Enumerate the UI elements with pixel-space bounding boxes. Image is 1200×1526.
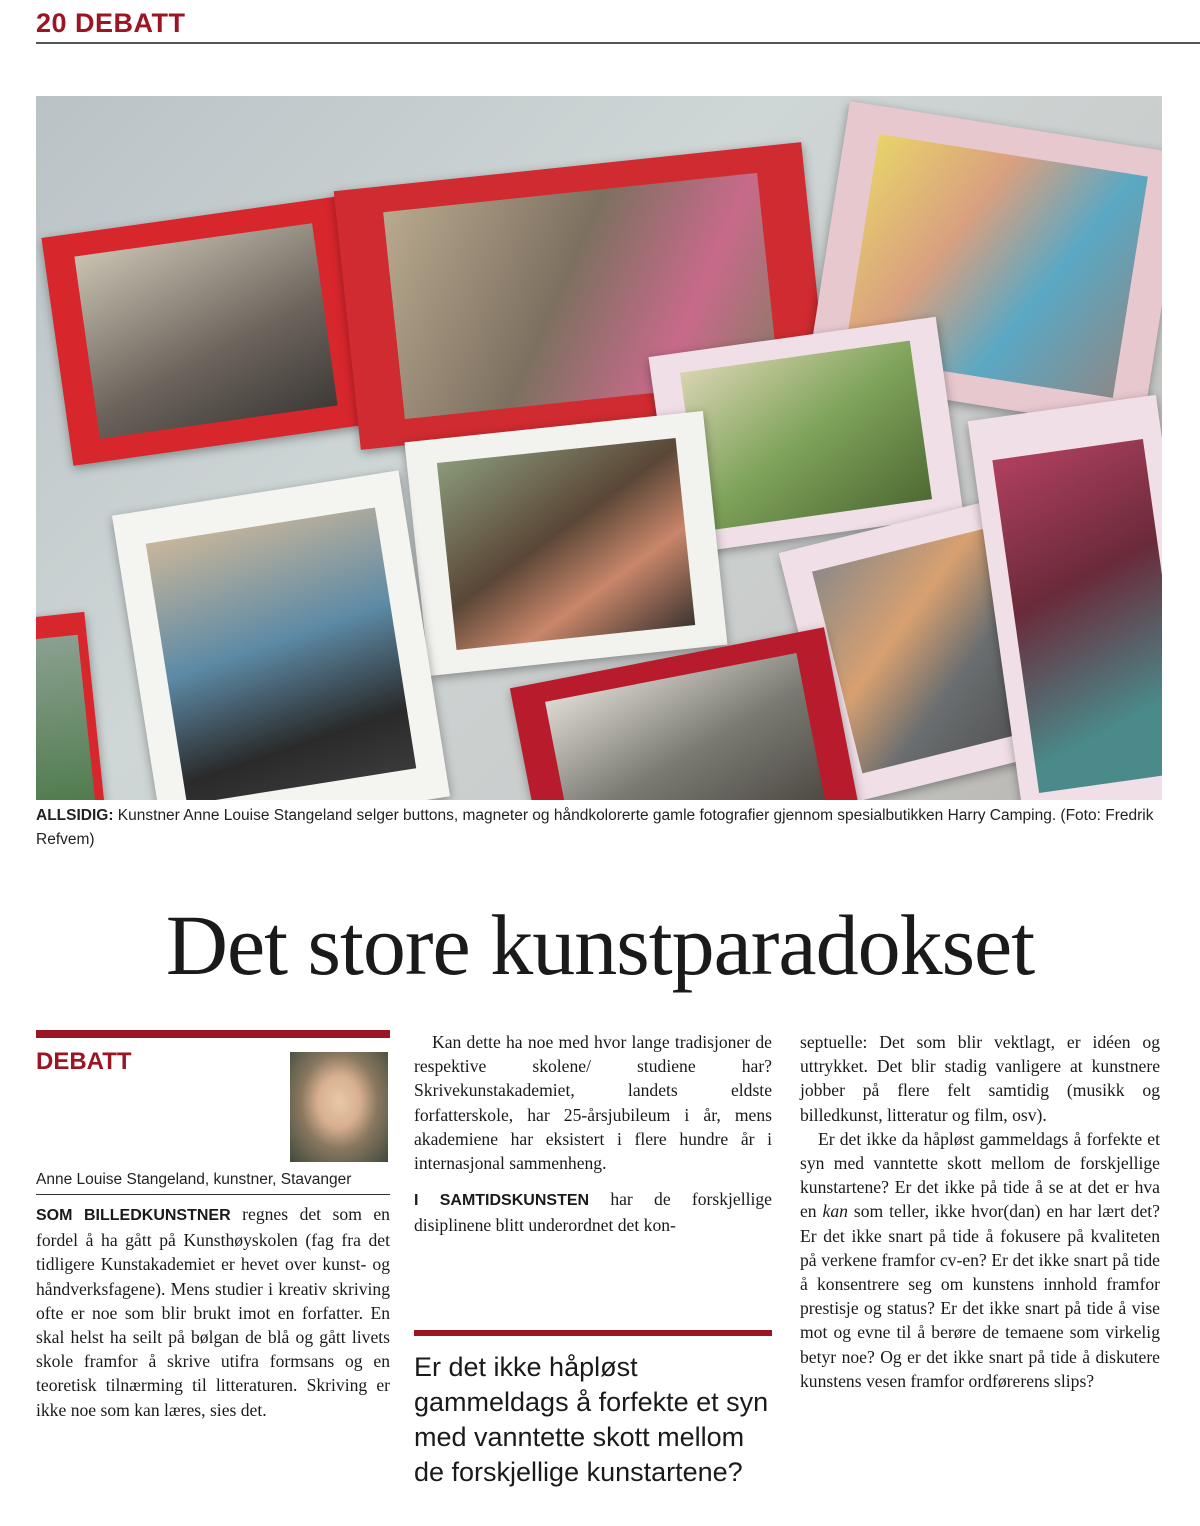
photo-card xyxy=(36,612,107,800)
paragraph: Kan dette ha noe med hvor lange tradisjoner de respektive skolene/ studiene har? Skrivekunstakademiet, landets eldste forfatterskole, har 25-årsjubileum i år, mens akademiene har eksistert i flere hundre år i internasjonal sammenheng. xyxy=(414,1032,772,1174)
byline-divider xyxy=(36,1194,390,1195)
emphasis: kan xyxy=(822,1201,848,1222)
page-header xyxy=(36,8,1200,44)
paragraph-text: Er det ikke da håpløst gammeldags å forfekte et syn med vanntette skott mellom de forskjellige kunstartene? Er det ikke på tide å se at det er hva en xyxy=(800,1128,1160,1222)
paragraph xyxy=(800,1127,1160,1393)
section-label: DEBATT xyxy=(36,1048,132,1075)
column-1 xyxy=(36,1030,390,1420)
page-number-section: 20 DEBATT xyxy=(36,8,186,38)
pull-quote-rule xyxy=(414,1330,772,1336)
paragraph-text: har de forskjellige disiplinene blitt underordnet det kon- xyxy=(414,1189,772,1236)
pull-quote-box xyxy=(414,1330,772,1490)
caption-text: Kunstner Anne Louise Stangeland selger buttons, magneter og håndkolorerte gamle fotografier gjennom spesialbutikken Harry Camping. (Foto: Fredrik Refvem) xyxy=(36,807,1154,848)
column-2-body xyxy=(414,1030,772,1238)
article-photo xyxy=(36,96,1162,800)
subhead: I SAMTIDSKUNSTEN xyxy=(414,1192,590,1210)
paragraph-text: regnes det som en fordel å ha gått på Kunsthøyskolen (fag fra det tidligere Kunstakademiet er hevet over kunst- og håndverksfagene). Mens studier i kreativ skriving ofte er noe som blir brukt imot en forfatter. En skal helst ha seilt på bølgan de blå og gått livets skole framfor å skrive utifra formsans og en teoretisk tilnærming til litteraturen. Skriving er ikke noe som kan læres, sies det. xyxy=(36,1204,390,1420)
column-1-body xyxy=(36,1202,390,1422)
caption-label: ALLSIDIG: xyxy=(36,807,114,824)
article-headline: Det store kunstparadokset xyxy=(165,897,1035,993)
paragraph-text: som teller, ikke hvor(dan) en har lært det? Er det ikke snart på tide å fokusere på kvaliteten på verkene framfor cv-en? Er det ikke snart på tide å konsentrere seg om kunstens innhold framfor prestisje og status? Er det ikke snart på tide å vise mot og evne til å berøre de temaene som virkelig betyr noe? Og er det ikke snart på tide å diskutere kunstens vesen framfor ordførerens slips? xyxy=(800,1201,1160,1391)
photo-card xyxy=(405,411,728,676)
author-byline: Anne Louise Stangeland, kunstner, Stavanger xyxy=(36,1171,352,1188)
pull-quote: Er det ikke håpløst gammeldags å forfekte et syn med vanntette skott mellom de forskjellige kunstartene? xyxy=(414,1352,769,1487)
paragraph xyxy=(36,1202,390,1422)
paragraph xyxy=(414,1187,772,1237)
section-rule xyxy=(36,1030,390,1038)
photo-card xyxy=(41,196,370,466)
photo-caption xyxy=(36,804,1162,852)
paragraph: septuelle: Det som blir vektlagt, er idéen og uttrykket. Det blir stadig vanligere at kunstnere jobber på flere felt samtidig (musikk og billedkunst, litteratur og film, osv). xyxy=(800,1032,1160,1125)
lead-in: SOM BILLEDKUNSTNER xyxy=(36,1207,231,1224)
column-3 xyxy=(800,1030,1160,1393)
photo-card xyxy=(112,470,450,800)
author-portrait xyxy=(290,1052,388,1162)
